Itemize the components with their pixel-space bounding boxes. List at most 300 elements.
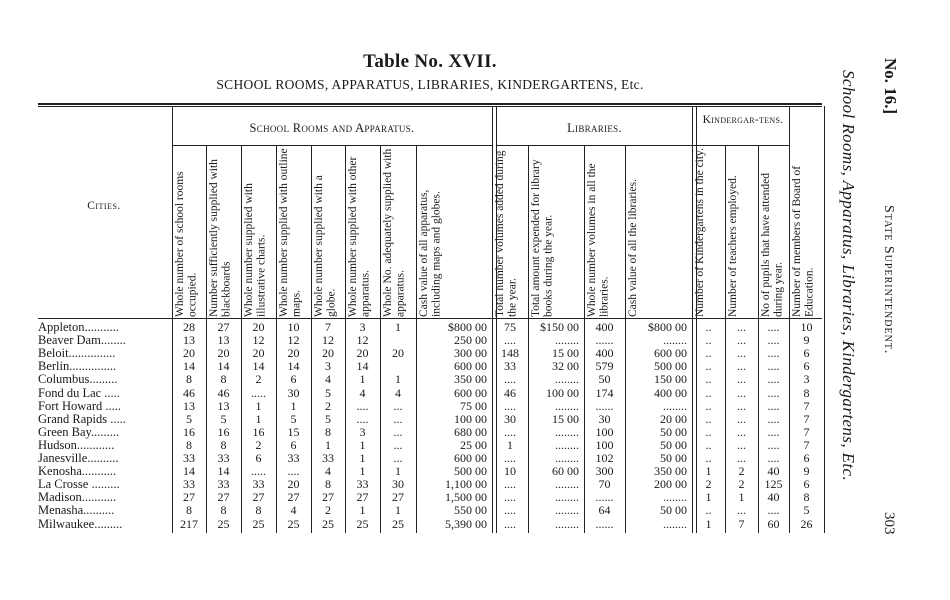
table-row xyxy=(0,400,830,413)
table-cell: 50 00 xyxy=(660,504,687,518)
table-cell: 5 xyxy=(325,412,331,426)
table-cell: ... xyxy=(737,347,746,361)
table-cell: 5 xyxy=(803,504,810,518)
column-header: Number of Kindergartens in the city. xyxy=(694,148,706,317)
table-cell: .. xyxy=(705,438,712,452)
table-cell: .... xyxy=(767,425,780,439)
table-cell: 1,100 00 xyxy=(445,478,487,492)
city-name: Beloit............... xyxy=(38,347,116,361)
table-cell: ...... xyxy=(595,399,614,413)
table-cell: 100 xyxy=(595,425,614,439)
city-name: Hudson............ xyxy=(38,438,115,452)
table-cell: ... xyxy=(393,452,403,465)
table-cell: ........ xyxy=(555,373,579,387)
table-cell: ... xyxy=(737,373,746,387)
city-name: Appleton........... xyxy=(38,321,119,334)
table-cell: 30 xyxy=(504,412,516,426)
table-cell: 6 xyxy=(803,347,810,361)
table-cell: 680 00 xyxy=(454,425,487,439)
table-cell: ........ xyxy=(555,452,579,465)
city-name: Green Bay......... xyxy=(38,425,120,439)
table-cell: 27 xyxy=(322,491,334,505)
table-cell: .... xyxy=(504,491,516,505)
city-name: Berlin............... xyxy=(38,360,117,374)
table-cell: ... xyxy=(737,412,746,426)
table-cell: 30 xyxy=(392,478,404,492)
table-cell: 1 xyxy=(290,399,297,413)
table-cell: 33 xyxy=(217,452,230,465)
column-header: Whole number supplied with a globe. xyxy=(313,175,338,317)
table-cell: .... xyxy=(504,517,516,531)
table-cell: 26 xyxy=(800,517,813,531)
table-cell: ... xyxy=(737,504,746,518)
table-cell: 14 xyxy=(217,465,230,479)
table-cell: 500 00 xyxy=(454,465,487,479)
table-row xyxy=(0,439,830,452)
table-cell: 1,500 00 xyxy=(445,491,487,505)
table-cell: 25 xyxy=(322,517,334,531)
table-cell: .. xyxy=(705,321,712,334)
table-cell: 12 xyxy=(287,334,300,348)
table-cell: 6 xyxy=(290,373,297,387)
running-head: State Superintendent. xyxy=(881,205,896,355)
table-cell: .... xyxy=(767,504,780,518)
table-cell: 1 xyxy=(395,373,401,387)
table-subtitle: SCHOOL ROOMS, APPARATUS, LIBRARIES, KINDERGARTENS, Etc. xyxy=(216,77,644,92)
table-cell: 1 xyxy=(359,504,366,518)
table-cell: 50 00 xyxy=(660,452,687,465)
table-cell: .. xyxy=(705,425,712,439)
table-cell: .... xyxy=(767,438,780,452)
column-header: Number sufficiently supplied with blackboards xyxy=(208,159,233,317)
table-cell: 10 xyxy=(287,321,300,334)
table-cell: 7 xyxy=(738,517,745,531)
table-cell: 20 xyxy=(183,347,195,361)
table-cell: 200 00 xyxy=(654,478,687,492)
table-cell: 14 xyxy=(183,360,195,374)
column-header: Cash value of all apparatus, including maps and globes. xyxy=(418,189,443,317)
top-double-rule xyxy=(38,103,822,105)
table-cell: 4 xyxy=(395,386,401,400)
table-cell: 9 xyxy=(803,465,810,479)
table-cell: 1 xyxy=(705,491,712,505)
table-cell: 75 xyxy=(504,321,516,334)
table-cell: .. xyxy=(705,373,712,387)
column-header: Number of teachers employed. xyxy=(727,175,739,317)
table-cell: 13 xyxy=(217,399,230,413)
table-cell: 400 xyxy=(595,321,614,334)
table-cell: 9 xyxy=(803,334,810,348)
table-cell: 6 xyxy=(255,452,262,465)
table-cell: 14 xyxy=(287,360,300,374)
table-cell: 46 xyxy=(504,386,516,400)
table-cell: 25 xyxy=(392,517,404,531)
city-name: Grand Rapids ..... xyxy=(38,412,126,426)
table-cell: 400 00 xyxy=(654,386,687,400)
city-name: Fort Howard ..... xyxy=(38,399,121,413)
table-cell: 5 xyxy=(325,386,331,400)
table-cell: .. xyxy=(705,386,712,400)
table-cell: .... xyxy=(767,386,780,400)
table-cell: 50 xyxy=(598,373,611,387)
table-cell: 7 xyxy=(803,412,810,426)
table-cell: 20 xyxy=(287,478,300,492)
table-cell: 33 xyxy=(287,452,300,465)
table-cell: 8 xyxy=(186,438,192,452)
table-cell: $150 00 xyxy=(540,321,579,334)
table-cell: .. xyxy=(705,347,712,361)
table-cell: 25 xyxy=(356,517,369,531)
table-cell: 40 xyxy=(767,491,780,505)
table-cell: 32 00 xyxy=(552,360,579,374)
table-cell: 25 xyxy=(217,517,230,531)
table-cell: .... xyxy=(356,399,369,413)
table-cell: 6 xyxy=(803,478,810,492)
table-cell: 174 xyxy=(595,386,614,400)
table-cell: 1 xyxy=(255,412,262,426)
table-cell: 8 xyxy=(325,478,331,492)
kinder-group-rule xyxy=(692,145,790,146)
table-cell: .... xyxy=(504,399,516,413)
table-cell: 2 xyxy=(738,478,745,492)
table-cell: 125 xyxy=(764,478,783,492)
column-header: Total amount expended for library books during the year. xyxy=(530,159,555,317)
table-cell: .... xyxy=(767,347,780,361)
table-row xyxy=(0,491,830,504)
table-cell: 8 xyxy=(220,373,227,387)
table-cell: ...... xyxy=(595,491,614,505)
table-row xyxy=(0,347,830,360)
table-cell: 100 00 xyxy=(546,386,579,400)
table-cell: 40 xyxy=(767,465,780,479)
table-cell: ...... xyxy=(595,334,614,348)
table-cell: ........ xyxy=(555,517,579,531)
group-header-school-rooms: School Rooms and Apparatus. xyxy=(249,121,415,135)
table-cell: 8 xyxy=(803,491,810,505)
table-cell: 102 xyxy=(595,452,614,465)
column-header: No of pupils that have attended during year. xyxy=(760,172,785,317)
table-cell: 20 xyxy=(217,347,230,361)
city-name: Menasha.......... xyxy=(38,504,115,518)
table-cell: 350 00 xyxy=(454,373,487,387)
city-name: Beaver Dam........ xyxy=(38,334,126,348)
table-cell: 27 xyxy=(217,321,230,334)
table-cell: .... xyxy=(504,504,516,518)
table-cell: ........ xyxy=(555,478,579,492)
table-cell: 5 xyxy=(186,412,192,426)
table-cell: ........ xyxy=(663,334,687,348)
header-bottom-rule xyxy=(38,318,822,319)
table-cell: 28 xyxy=(183,321,195,334)
table-cell: 5,390 00 xyxy=(445,517,487,531)
table-cell: .... xyxy=(767,452,780,465)
table-cell: 550 00 xyxy=(454,504,487,518)
table-cell: 4 xyxy=(359,386,366,400)
table-row xyxy=(0,518,830,531)
table-cell: 13 xyxy=(183,334,195,348)
table-cell: 20 xyxy=(322,347,334,361)
table-cell: 500 00 xyxy=(654,360,687,374)
table-cell: 148 xyxy=(501,347,519,361)
table-cell: ...... xyxy=(595,517,614,531)
table-cell: 15 00 xyxy=(552,412,579,426)
table-cell: ... xyxy=(737,360,746,374)
table-cell: 33 xyxy=(183,478,195,492)
table-cell: 64 xyxy=(598,504,611,518)
table-cell: 12 xyxy=(356,334,369,348)
city-name: Fond du Lac ..... xyxy=(38,386,120,400)
table-cell: .. xyxy=(705,412,712,426)
table-cell: 16 xyxy=(217,425,230,439)
table-cell: 100 xyxy=(595,438,614,452)
table-cell: 14 xyxy=(356,360,369,374)
table-row xyxy=(0,478,830,491)
table-cell: .... xyxy=(767,373,780,387)
table-cell: 2 xyxy=(705,478,712,492)
table-cell: 25 xyxy=(252,517,265,531)
table-cell: 5 xyxy=(290,412,297,426)
table-cell: 27 xyxy=(287,491,300,505)
table-cell: 16 xyxy=(252,425,265,439)
table-cell: 13 xyxy=(217,334,230,348)
table-cell: 10 xyxy=(504,465,516,479)
table-cell: 1 xyxy=(359,465,366,479)
table-cell: .... xyxy=(504,373,516,387)
table-cell: 27 xyxy=(252,491,265,505)
table-cell: 8 xyxy=(220,504,227,518)
table-cell: 1 xyxy=(359,438,366,452)
column-header: Whole number of school rooms occupied. xyxy=(174,171,199,317)
city-name: Columbus......... xyxy=(38,373,118,387)
table-cell: .... xyxy=(504,334,516,348)
table-cell: 4 xyxy=(290,504,297,518)
table-cell: 75 00 xyxy=(460,399,487,413)
table-cell: 27 xyxy=(356,491,369,505)
table-cell: ........ xyxy=(555,425,579,439)
column-header: Whole number supplied with illustrative charts. xyxy=(243,183,268,317)
table-cell: 1 xyxy=(255,399,262,413)
column-header: Whole No. adequately supplied with apparatus. xyxy=(382,148,407,317)
table-cell: ........ xyxy=(663,399,687,413)
table-cell: 13 xyxy=(183,399,195,413)
table-cell: 400 xyxy=(595,347,614,361)
table-cell: 12 xyxy=(252,334,265,348)
table-cell: .... xyxy=(504,425,516,439)
table-cell: 7 xyxy=(803,425,810,439)
table-cell: 2 xyxy=(325,399,331,413)
table-cell: 150 00 xyxy=(654,373,687,387)
table-cell: 2 xyxy=(325,504,331,518)
table-cell: 3 xyxy=(325,360,331,374)
group-header-kindergartens: Kindergar-tens. xyxy=(702,114,784,126)
table-cell: 6 xyxy=(803,360,810,374)
table-cell: ........ xyxy=(663,491,687,505)
table-row xyxy=(0,321,830,334)
table-cell: 1 xyxy=(395,321,401,334)
table-cell: 1 xyxy=(359,452,366,465)
column-header: Whole number volumes in all the libraries. xyxy=(586,163,611,317)
table-cell: 50 00 xyxy=(660,438,687,452)
table-cell: 3 xyxy=(359,425,366,439)
table-cell: ........ xyxy=(555,491,579,505)
school-group-rule xyxy=(172,145,492,146)
table-cell: 3 xyxy=(359,321,366,334)
table-cell: 600 00 xyxy=(654,347,687,361)
table-cell: 100 00 xyxy=(454,412,487,426)
table-cell: 4 xyxy=(325,465,331,479)
city-name: Milwaukee......... xyxy=(38,517,123,531)
table-cell: 600 00 xyxy=(454,386,487,400)
table-cell: 2 xyxy=(255,373,262,387)
table-row xyxy=(0,373,830,386)
table-cell: ..... xyxy=(251,386,266,400)
table-cell: 33 xyxy=(504,360,516,374)
table-cell: 250 00 xyxy=(454,334,487,348)
table-row xyxy=(0,360,830,373)
table-cell: 60 xyxy=(767,517,780,531)
table-cell: 6 xyxy=(803,452,810,465)
column-header: Number of members of Board of Education. xyxy=(791,165,816,317)
table-cell: 600 00 xyxy=(454,360,487,374)
table-row xyxy=(0,504,830,517)
table-cell: 20 xyxy=(252,347,265,361)
table-cell: ........ xyxy=(555,504,579,518)
table-cell: 2 xyxy=(738,465,745,479)
table-cell: .. xyxy=(705,399,712,413)
table-cell: 33 xyxy=(322,452,334,465)
table-cell: 7 xyxy=(803,399,810,413)
table-cell: ... xyxy=(393,438,403,452)
table-title: Table No. XVII. xyxy=(363,51,497,72)
table-cell: 33 xyxy=(217,478,230,492)
table-cell: ... xyxy=(737,399,746,413)
table-cell: 33 xyxy=(356,478,369,492)
table-cell: 8 xyxy=(255,504,262,518)
column-header: Cash value of all the libraries. xyxy=(627,179,639,317)
table-row xyxy=(0,334,830,347)
table-cell: .... xyxy=(767,399,780,413)
table-cell: 8 xyxy=(186,373,192,387)
table-cell: ........ xyxy=(555,334,579,348)
table-cell: 60 00 xyxy=(552,465,579,479)
library-group-rule xyxy=(497,145,692,146)
table-cell: 20 xyxy=(356,347,369,361)
table-cell: ... xyxy=(737,334,746,348)
table-row xyxy=(0,413,830,426)
table-cell: ... xyxy=(737,386,746,400)
table-cell: 300 00 xyxy=(454,347,487,361)
table-cell: 14 xyxy=(217,360,230,374)
table-cell: 1 xyxy=(738,491,745,505)
table-cell: 10 xyxy=(800,321,813,334)
table-cell: 27 xyxy=(183,491,195,505)
table-cell: ........ xyxy=(555,438,579,452)
table-cell: 1 xyxy=(705,517,712,531)
table-cell: 4 xyxy=(325,373,331,387)
table-cell: 20 xyxy=(287,347,300,361)
table-cell: 2 xyxy=(255,438,262,452)
table-cell: 33 xyxy=(183,452,195,465)
table-cell: .... xyxy=(504,478,516,492)
table-cell: 5 xyxy=(220,412,227,426)
table-cell: ... xyxy=(737,321,746,334)
table-cell: 217 xyxy=(180,517,198,531)
city-name: Kenosha........... xyxy=(38,465,117,479)
table-row xyxy=(0,465,830,478)
table-cell: ........ xyxy=(555,399,579,413)
table-cell: 1 xyxy=(507,438,513,452)
table-cell: .... xyxy=(504,452,516,465)
table-cell: 1 xyxy=(395,465,401,479)
table-cell: 30 xyxy=(598,412,611,426)
table-cell: .... xyxy=(767,334,780,348)
table-cell: 1 xyxy=(705,465,712,479)
table-cell: .... xyxy=(287,465,300,479)
table-cell: .... xyxy=(767,360,780,374)
column-header: Total number volumes added during the year. xyxy=(494,150,519,317)
table-cell: 8 xyxy=(803,386,810,400)
table-cell: .. xyxy=(705,504,712,518)
table-cell: 14 xyxy=(252,360,265,374)
table-cell: .... xyxy=(767,412,780,426)
table-cell: 579 xyxy=(595,360,614,374)
table-cell: ... xyxy=(737,438,746,452)
column-header: Whole number supplied with outline maps. xyxy=(278,148,303,317)
table-cell: 300 xyxy=(595,465,614,479)
table-cell: 50 00 xyxy=(660,425,687,439)
table-cell: 1 xyxy=(359,373,366,387)
table-cell: 20 00 xyxy=(660,412,687,426)
section-heading: School Rooms, Apparatus, Libraries, Kindergartens, Etc. xyxy=(839,70,858,482)
table-cell: .... xyxy=(767,321,780,334)
table-cell: 12 xyxy=(322,334,334,348)
table-cell: 30 xyxy=(287,386,300,400)
table-row xyxy=(0,452,830,465)
table-cell: ........ xyxy=(663,517,687,531)
group-header-libraries: Libraries. xyxy=(567,121,622,135)
page-number: 303 xyxy=(881,512,897,535)
table-cell: 8 xyxy=(325,425,331,439)
table-row xyxy=(0,426,830,439)
table-cell: ... xyxy=(393,425,403,439)
table-cell: ... xyxy=(737,425,746,439)
table-cell: 1 xyxy=(395,504,401,518)
table-cell: 3 xyxy=(803,373,810,387)
table-cell: 70 xyxy=(598,478,611,492)
table-cell: ... xyxy=(393,412,403,426)
table-cell: 14 xyxy=(183,465,195,479)
city-name: La Crosse ......... xyxy=(38,478,120,492)
table-cell: 46 xyxy=(217,386,230,400)
table-cell: .. xyxy=(705,334,712,348)
table-cell: 16 xyxy=(183,425,195,439)
city-name: Janesville.......... xyxy=(38,452,119,465)
table-cell: 27 xyxy=(217,491,230,505)
table-cell: 33 xyxy=(252,478,265,492)
table-cell: 20 xyxy=(252,321,265,334)
column-header: Whole number supplied with other apparatus. xyxy=(347,156,372,317)
table-row xyxy=(0,387,830,400)
table-cell: 25 xyxy=(287,517,300,531)
table-cell: 8 xyxy=(220,438,227,452)
table-cell: ..... xyxy=(251,465,266,479)
table-cell: .... xyxy=(356,412,369,426)
issue-number: No. 16.] xyxy=(881,58,900,115)
table-cell: .. xyxy=(705,452,712,465)
table-cell: 6 xyxy=(290,438,297,452)
city-name: Madison........... xyxy=(38,491,117,505)
table-cell: 25 00 xyxy=(460,438,487,452)
